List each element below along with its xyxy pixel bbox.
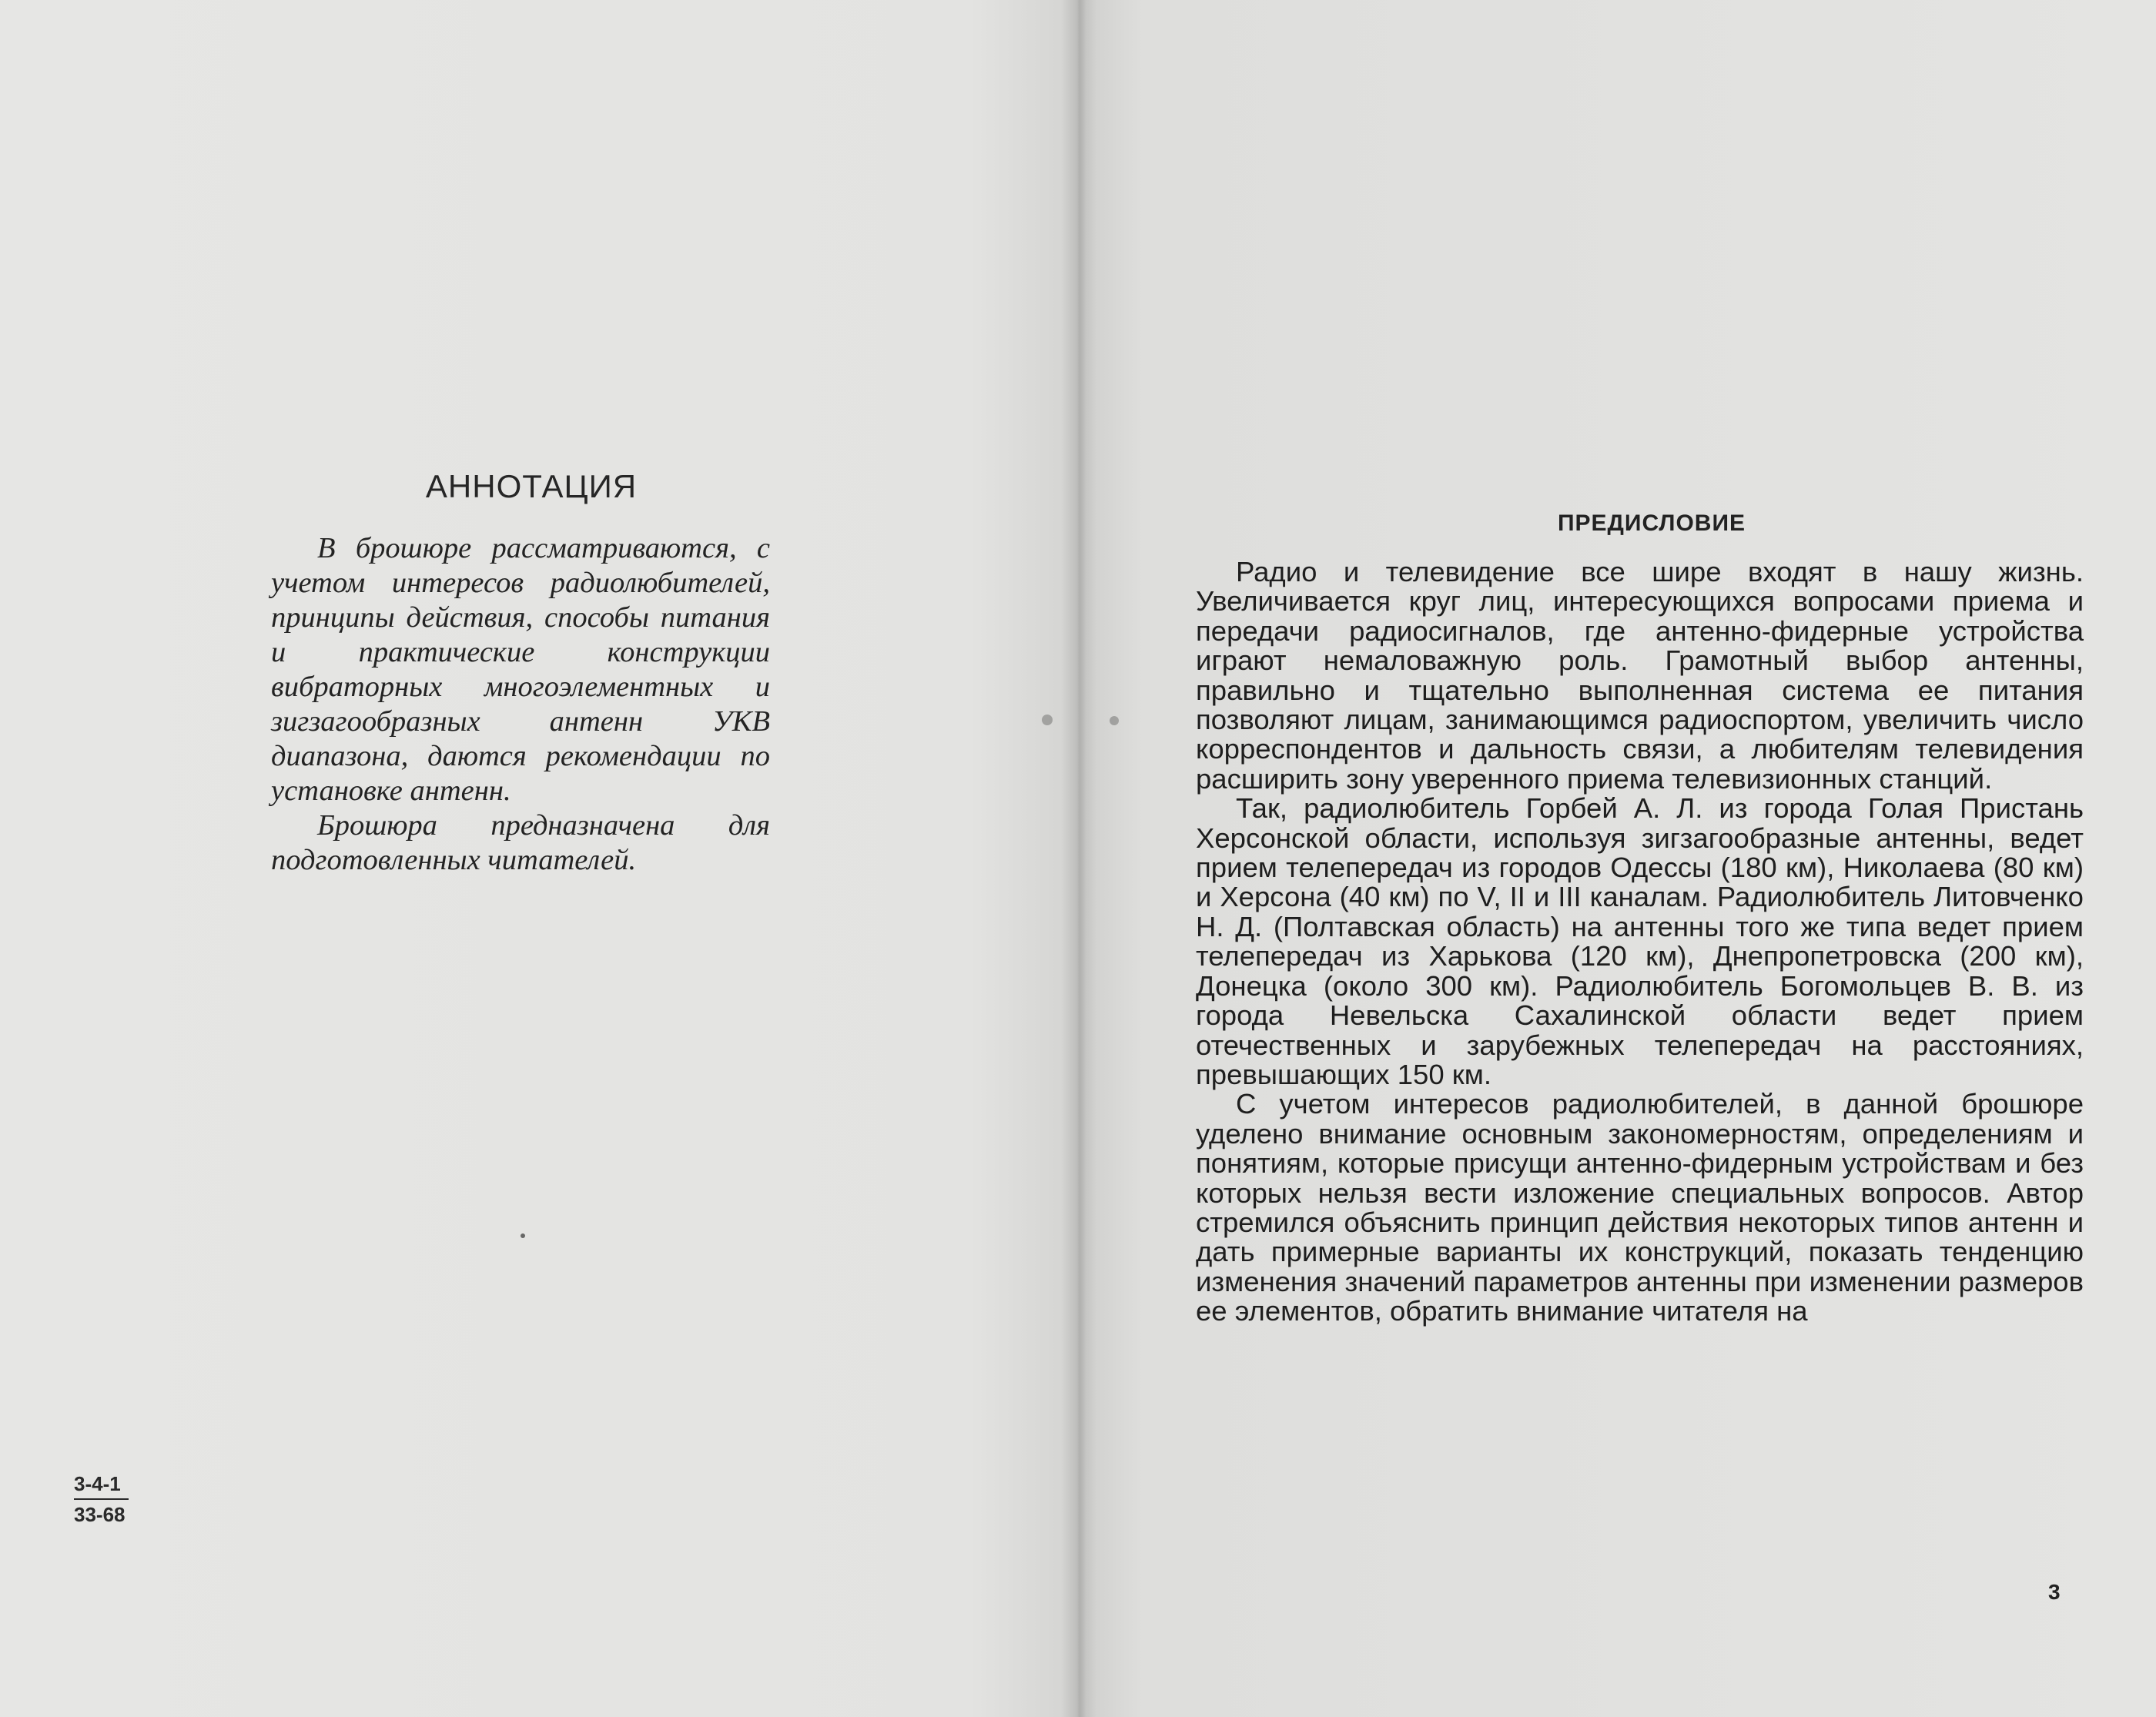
annotation-paragraph: Брошюра предназначена для подготовленных читателей. — [271, 809, 770, 876]
annotation-paragraph: В брошюре рассматриваются, с учетом интересов радиолюбителей, принципы действия, способы питания и практические конструкции вибраторных многоэлементных и зигзагообразных антенн УКВ диапазона, даются рекомендации по установке антенн. — [271, 532, 770, 807]
preface-paragraph: С учетом интересов радиолюбителей, в данной брошюре уделено внимание основным закономерностям, определениям и понятиям, которые присущи антенно-фидерным устройствам и без которых нельзя вести изложение специальных вопросов. Автор стремился объяснить принцип действия некоторых типов антенн и дать примерные варианты их конструкций, показать тенденцию изменения значений параметров антенны при изменении размеров ее элементов, обратить внимание читателя на — [1196, 1088, 2084, 1327]
catalog-index-bottom: 33-68 — [74, 1503, 126, 1526]
preface-paragraph: Радио и телевидение все шире входят в нашу жизнь. Увеличивается круг лиц, интересующихся вопросами приема и передачи радиосигналов, где антенно-фидерные устройства играют немаловажную роль. Грамотный выбор антенны, правильно и тщательно выполненная система ее питания позволяют лицам, занимающимся радиоспортом, увеличить число корреспондентов и дальность связи, а любителям телевидения расширить зону уверенного приема телевизионных станций. — [1196, 556, 2084, 795]
annotation-text — [271, 531, 770, 878]
preface-paragraph: Так, радиолюбитель Горбей А. Л. из города Голая Пристань Херсонской области, используя зигзагообразные антенны, ведет прием телепередач из городов Одессы (180 км), Николаева (80 км) и Херсона (40 км) по V, II и III каналам. Радиолюбитель Литовченко Н. Д. (Полтавская область) на антенны того же типа ведет прием телепередач из Харькова (120 км), Днепропетровска (200 км), Донецка (около 300 км). Радиолюбитель Богомольцев В. В. из города Невельска Сахалинской области ведет прием отечественных и зарубежных телепередач на расстояниях, превышающих 150 км. — [1196, 792, 2084, 1090]
preface-text — [1196, 557, 2084, 1327]
catalog-index-top: 3-4-1 — [74, 1469, 129, 1500]
preface-title: ПРЕДИСЛОВИЕ — [1557, 510, 1746, 536]
catalog-index — [74, 1469, 129, 1529]
paper-speck — [521, 1233, 525, 1238]
page-number: 3 — [2048, 1580, 2061, 1604]
annotation-title: АННОТАЦИЯ — [425, 468, 638, 504]
left-page — [0, 0, 1074, 1717]
paper-speck — [1042, 715, 1053, 725]
paper-speck — [1110, 716, 1119, 725]
